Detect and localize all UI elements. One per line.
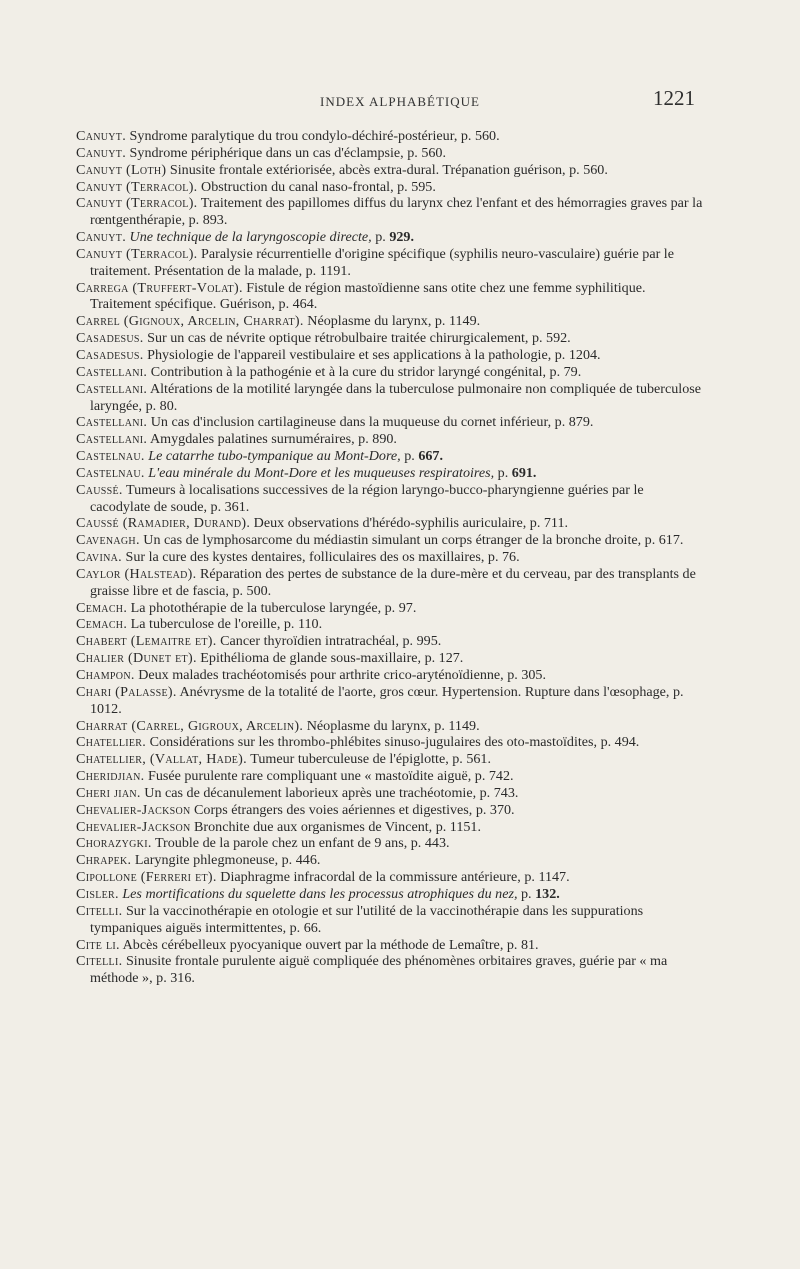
entry-text: Deux observations d'hérédo-syphilis auriculaire, p. 711. — [250, 515, 569, 532]
index-entry — [76, 515, 704, 532]
entry-text: Physiologie de l'appareil vestibulaire et ses applications à la pathologie, p. 1204. — [143, 346, 601, 363]
index-entries — [76, 128, 704, 987]
entry-text: La photothérapie de la tuberculose laryngée, p. 97. — [127, 599, 417, 616]
entry-author: Citelli. — [76, 902, 123, 919]
index-entry — [76, 280, 704, 314]
entry-text: Syndrome paralytique du trou condylo-déchiré-postérieur, p. 560. — [126, 128, 500, 144]
entry-author: Canuyt. — [76, 128, 127, 144]
index-entry — [76, 600, 704, 617]
entry-text: Néoplasme du larynx, p. 1149. — [303, 717, 480, 734]
entry-text: Deux malades trachéotomisés pour arthrite crico-aryténoïdienne, p. 305. — [134, 667, 546, 683]
entry-author: Castelnau. — [76, 464, 145, 481]
entry-author: Caussé. — [76, 481, 123, 498]
entry-text: Paralysie récurrentielle d'origine spécifique (syphilis neuro-vasculaire) guérie par le traitement. Présentation de la malade, p. 1191. — [90, 245, 674, 279]
entry-author: Cemach. — [76, 599, 128, 616]
entry-title-italic: Le catarrhe tubo-tympanique au Mont-Dore, — [144, 448, 401, 465]
index-entry — [76, 414, 704, 431]
entry-author: Caylor (Halstead). — [76, 565, 197, 582]
entry-author: Castellani. — [76, 431, 148, 448]
page-number: 1221 — [653, 86, 695, 110]
index-entry — [76, 465, 704, 482]
entry-text: Epithélioma de glande sous-maxillaire, p. 127. — [196, 650, 464, 667]
index-entry — [76, 751, 704, 768]
entry-author: Chevalier-Jackson — [76, 801, 191, 818]
entry-author: Carrega (Truffert-Volat). — [76, 279, 243, 296]
entry-author: Chari (Palasse). — [76, 683, 177, 700]
entry-author: Chatellier, (Vallat, Hade). — [76, 751, 247, 768]
entry-author: Cipollone (Ferreri et). — [76, 869, 217, 886]
entry-text: Diaphragme infracordal de la commissure antérieure, p. 1147. — [216, 869, 570, 886]
entry-page-ref: 132. — [535, 885, 560, 902]
entry-page-ref: 667. — [418, 448, 443, 465]
index-entry — [76, 246, 704, 280]
index-entry — [76, 819, 704, 836]
entry-text: p. — [400, 448, 419, 465]
entry-author: Charrat (Carrel, Gigroux, Arcelin). — [76, 717, 304, 734]
index-entry — [76, 937, 704, 954]
entry-author: Castellani. — [76, 380, 148, 397]
entry-author: Champon. — [76, 667, 135, 683]
entry-author: Carrel (Gignoux, Arcelin, Charrat). — [76, 313, 304, 330]
entry-text: Néoplasme du larynx, p. 1149. — [303, 313, 481, 330]
entry-author: Cheri jian. — [76, 784, 141, 801]
entry-text: Obstruction du canal naso-frontal, p. 595. — [197, 178, 436, 195]
entry-author: Castellani. — [76, 363, 148, 380]
index-entry — [76, 684, 704, 718]
index-entry — [76, 785, 704, 802]
index-entry — [76, 953, 704, 987]
entry-author: Cite li. — [76, 936, 120, 953]
index-entry — [76, 195, 704, 229]
entry-author: Cavenagh. — [76, 532, 140, 549]
entry-author: Canuyt (Terracol). — [76, 178, 198, 195]
entry-author: Canuyt (Loth) — [76, 161, 167, 178]
entry-text: Corps étrangers des voies aériennes et digestives, p. 370. — [190, 801, 515, 818]
entry-text: Laryngite phlegmoneuse, p. 446. — [131, 852, 321, 869]
entry-author: Chalier (Dunet et). — [76, 650, 197, 667]
entry-author: Cavina. — [76, 549, 122, 566]
entry-text: p. — [517, 885, 536, 902]
index-entry — [76, 869, 704, 886]
index-entry — [76, 482, 704, 516]
entry-text: Syndrome périphérique dans un cas d'éclampsie, p. 560. — [126, 144, 446, 161]
index-entry — [76, 431, 704, 448]
entry-author: Chabert (Lemaitre et). — [76, 633, 217, 650]
index-entry — [76, 145, 704, 162]
entry-text: Tumeur tuberculeuse de l'épiglotte, p. 561. — [246, 751, 492, 768]
entry-text: Un cas de décanulement laborieux après une trachéotomie, p. 743. — [140, 784, 519, 801]
entry-text: Sur la cure des kystes dentaires, folliculaires des os maxillaires, p. 76. — [121, 549, 520, 566]
entry-author: Casadesus. — [76, 330, 144, 347]
entry-text: Bronchite due aux organismes de Vincent, p. 1151. — [190, 818, 481, 835]
entry-author: Chevalier-Jackson — [76, 818, 191, 835]
index-entry — [76, 381, 704, 415]
running-header: INDEX ALPHABÉTIQUE — [320, 94, 480, 109]
entry-author: Canuyt. — [76, 144, 127, 161]
index-entry — [76, 667, 704, 684]
index-entry — [76, 768, 704, 785]
index-entry — [76, 835, 704, 852]
entry-text: Trouble de la parole chez un enfant de 9 ans, p. 443. — [151, 835, 450, 852]
entry-text: Sur la vaccinothérapie en otologie et sur l'utilité de la vaccinothérapie dans les suppurations tympaniques aiguës intermittentes, p. 66. — [90, 902, 644, 936]
entry-text: Sinusite frontale extériorisée, abcès extra-dural. Trépanation guérison, p. 560. — [166, 161, 608, 178]
index-entry — [76, 347, 704, 364]
entry-text: Traitement des papillomes diffus du larynx chez l'enfant et des hémorragies graves par la rœntgenthérapie, p. 893. — [90, 195, 703, 229]
entry-text: Abcès cérébelleux pyocyanique ouvert par la méthode de Lemaître, p. 81. — [119, 936, 539, 953]
index-entry — [76, 650, 704, 667]
entry-text: Un cas d'inclusion cartilagineuse dans la muqueuse du cornet inférieur, p. 879. — [147, 414, 594, 431]
entry-text: Fistule de région mastoïdienne sans otite chez une femme syphilitique. Traitement spécifique. Guérison, p. 464. — [90, 279, 646, 313]
index-entry — [76, 734, 704, 751]
entry-author: Cisler. — [76, 885, 119, 902]
index-entry — [76, 532, 704, 549]
index-entry — [76, 179, 704, 196]
index-entry — [76, 718, 704, 735]
entry-page-ref: 929. — [389, 229, 414, 246]
entry-text: Cancer thyroïdien intratrachéal, p. 995. — [216, 633, 442, 650]
entry-author: Cheridjian. — [76, 768, 145, 785]
entry-author: Caussé (Ramadier, Durand). — [76, 515, 251, 532]
index-entry — [76, 448, 704, 465]
index-entry — [76, 313, 704, 330]
index-entry — [76, 128, 704, 145]
entry-text: p. — [494, 464, 512, 481]
index-entry — [76, 616, 704, 633]
entry-text: Contribution à la pathogénie et à la cure du stridor laryngé congénital, p. 79. — [147, 363, 582, 380]
entry-text: Tumeurs à localisations successives de la région laryngo-bucco-pharyngienne guéries par le cacodylate de soude, p. 361. — [90, 481, 644, 515]
entry-author: Chorazygki. — [76, 835, 152, 852]
entry-title-italic: L'eau minérale du Mont-Dore et les muqueuses respiratoires, — [144, 464, 495, 481]
entry-text: Anévrysme de la totalité de l'aorte, gros cœur. Hypertension. Rupture dans l'œsophage, p. 1012. — [90, 683, 684, 717]
index-entry — [76, 802, 704, 819]
index-entry — [76, 566, 704, 600]
entry-text: Amygdales palatines surnuméraires, p. 890. — [147, 431, 397, 448]
entry-author: Cemach. — [76, 616, 128, 633]
entry-text: Altérations de la motilité laryngée dans la tuberculose pulmonaire non compliquée de tuberculose laryngée, p. 80. — [90, 380, 702, 414]
entry-text: Considérations sur les thrombo-phlébites sinuso-jugulaires des oto-mastoïdites, p. 494. — [146, 734, 640, 751]
index-entry — [76, 330, 704, 347]
entry-title-italic: Les mortifications du squelette dans les processus atrophiques du nez, — [118, 885, 518, 902]
index-entry — [76, 162, 704, 179]
entry-text: La tuberculose de l'oreille, p. 110. — [127, 616, 323, 633]
entry-title-italic: Une technique de la laryngoscopie directe, — [126, 229, 372, 246]
entry-author: Castellani. — [76, 414, 148, 431]
entry-author: Canuyt (Terracol). — [76, 245, 198, 262]
index-entry — [76, 886, 704, 903]
entry-author: Citelli. — [76, 953, 123, 970]
index-entry — [76, 633, 704, 650]
entry-author: Chrapek. — [76, 852, 132, 869]
entry-text: Sinusite frontale purulente aiguë compliquée des phénomènes orbitaires graves, guérie par « ma méthode », p. 316. — [90, 953, 668, 987]
entry-author: Canuyt. — [76, 229, 127, 246]
index-entry — [76, 903, 704, 937]
entry-author: Casadesus. — [76, 346, 144, 363]
entry-text: Un cas de lymphosarcome du médiastin simulant un corps étranger de la bronche droite, p. 617. — [139, 532, 684, 549]
entry-page-ref: 691. — [511, 464, 537, 481]
index-entry — [76, 229, 704, 246]
entry-author: Castelnau. — [76, 448, 145, 465]
entry-author: Chatellier. — [76, 734, 147, 751]
entry-text: Réparation des pertes de substance de la dure-mère et du cerveau, par des transplants de graisse libre et de fascia, p. 500. — [90, 565, 696, 599]
index-entry — [76, 852, 704, 869]
entry-text: p. — [371, 229, 390, 246]
entry-text: Sur un cas de névrite optique rétrobulbaire traitée chirurgicalement, p. 592. — [143, 330, 571, 347]
index-entry — [76, 549, 704, 566]
entry-author: Canuyt (Terracol). — [76, 195, 198, 212]
entry-text: Fusée purulente rare compliquant une « mastoïdite aiguë, p. 742. — [144, 768, 514, 785]
index-entry — [76, 364, 704, 381]
